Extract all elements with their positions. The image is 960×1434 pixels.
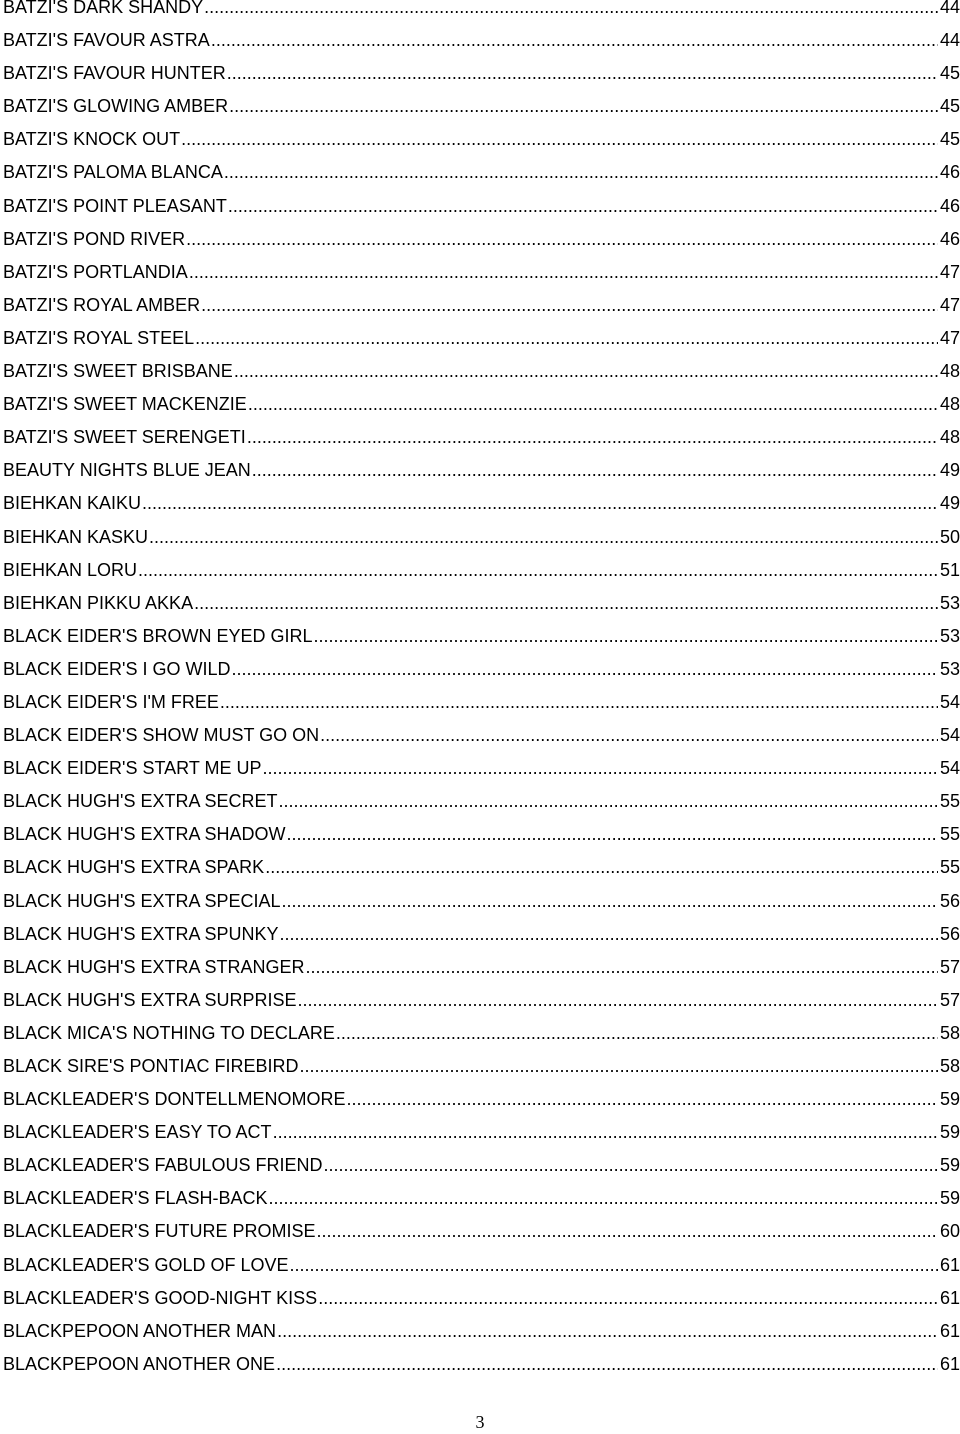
dot-leader [276, 1348, 938, 1381]
toc-entry-name: BLACK EIDER'S I GO WILD [3, 658, 231, 679]
dot-leader [279, 785, 938, 818]
toc-entry-page: 53 [939, 658, 960, 679]
toc-entry-page: 59 [939, 1155, 960, 1176]
toc-entry-name: BIEHKAN KAIKU [3, 493, 142, 514]
toc-entry [3, 1249, 960, 1282]
dot-leader [228, 190, 938, 223]
toc-entry-name: BATZI'S DARK SHANDY [3, 0, 204, 17]
toc-entry-page: 55 [939, 791, 960, 812]
toc-entry-page: 46 [939, 195, 960, 216]
toc-entry-name: BLACK HUGH'S EXTRA SPUNKY [3, 923, 279, 944]
dot-leader [336, 1017, 938, 1050]
toc-entry [3, 719, 960, 752]
toc-entry [3, 1050, 960, 1083]
toc-entry [3, 785, 960, 818]
toc-entry [3, 521, 960, 554]
dot-leader [232, 653, 938, 686]
toc-entry-page: 48 [939, 361, 960, 382]
toc-entry [3, 951, 960, 984]
dot-leader [320, 719, 938, 752]
dot-leader [195, 322, 938, 355]
dot-leader [201, 289, 938, 322]
toc-entry [3, 0, 960, 24]
toc-entry-name: BLACK HUGH'S EXTRA SPECIAL [3, 890, 281, 911]
toc-entry-page: 53 [939, 625, 960, 646]
dot-leader [287, 818, 938, 851]
toc-entry [3, 851, 960, 884]
toc-entry-name: BIEHKAN PIKKU AKKA [3, 592, 194, 613]
dot-leader [142, 487, 938, 520]
toc-entry-page: 55 [939, 824, 960, 845]
toc-entry-name: BATZI'S ROYAL AMBER [3, 294, 201, 315]
toc-entry-page: 54 [939, 725, 960, 746]
toc-entry-name: BATZI'S ROYAL STEEL [3, 327, 195, 348]
toc-entry [3, 1116, 960, 1149]
dot-leader [247, 421, 938, 454]
toc-entry-name: BLACKLEADER'S EASY TO ACT [3, 1122, 272, 1143]
toc-entry-page: 60 [939, 1221, 960, 1242]
toc-entry-name: BLACK HUGH'S EXTRA STRANGER [3, 956, 305, 977]
toc-entry-name: BLACKLEADER'S FUTURE PROMISE [3, 1221, 316, 1242]
toc-entry [3, 686, 960, 719]
toc-entry [3, 554, 960, 587]
toc-entry-page: 48 [939, 394, 960, 415]
toc-entry [3, 653, 960, 686]
toc-entry-page: 53 [939, 592, 960, 613]
toc-entry [3, 421, 960, 454]
dot-leader [227, 57, 938, 90]
toc-entry-name: BIEHKAN KASKU [3, 526, 149, 547]
toc-entry-name: BLACK SIRE'S PONTIAC FIREBIRD [3, 1056, 299, 1076]
toc-entry-name: BLACK HUGH'S EXTRA SHADOW [3, 824, 286, 845]
toc-entry [3, 752, 960, 785]
toc-entry-name: BLACK EIDER'S BROWN EYED GIRL [3, 625, 313, 646]
dot-leader [277, 1315, 938, 1348]
toc-entry-name: BLACK HUGH'S EXTRA SECRET [3, 791, 278, 812]
toc-entry-name: BLACKPEPOON ANOTHER MAN [3, 1320, 277, 1341]
toc-entry-name: BEAUTY NIGHTS BLUE JEAN [3, 460, 251, 481]
dot-leader [317, 1215, 938, 1248]
toc-entry-page: 59 [939, 1188, 960, 1209]
toc-entry [3, 322, 960, 355]
toc-entry-page: 46 [939, 162, 960, 183]
toc-entry [3, 818, 960, 851]
toc-entry-page: 59 [939, 1089, 960, 1110]
toc-entry-page: 47 [939, 327, 960, 348]
dot-leader [269, 1182, 938, 1215]
toc-entry [3, 1017, 960, 1050]
toc-entry-page: 50 [939, 526, 960, 547]
toc-entry-name: BLACK EIDER'S SHOW MUST GO ON [3, 725, 320, 746]
toc-entry-name: BATZI'S POINT PLEASANT [3, 195, 227, 216]
toc-entry-name: BATZI'S SWEET BRISBANE [3, 361, 233, 382]
toc-entry [3, 57, 960, 90]
toc-entry-page: 55 [939, 857, 960, 878]
toc-entry [3, 487, 960, 520]
toc-entry-page: 48 [939, 427, 960, 448]
dot-leader [347, 1083, 938, 1116]
toc-entry-page: 46 [939, 228, 960, 249]
toc-entry [3, 1282, 960, 1315]
dot-leader [204, 0, 938, 24]
toc-entry-page: 61 [939, 1320, 960, 1341]
dot-leader [300, 1050, 938, 1083]
dot-leader [189, 256, 938, 289]
dot-leader [318, 1282, 938, 1315]
toc-entry-name: BLACKLEADER'S GOLD OF LOVE [3, 1254, 289, 1275]
dot-leader [273, 1116, 938, 1149]
dot-leader [282, 885, 938, 918]
toc-entry-name: BLACK HUGH'S EXTRA SPARK [3, 857, 265, 878]
toc-entry [3, 1315, 960, 1348]
dot-leader [252, 454, 938, 487]
dot-leader [211, 24, 938, 57]
toc-entry-name: BATZI'S SWEET SERENGETI [3, 427, 246, 448]
dot-leader [324, 1149, 938, 1182]
toc-entry [3, 885, 960, 918]
toc-entry-page: 45 [939, 129, 960, 150]
toc-entry [3, 1083, 960, 1116]
toc-entry-name: BLACK MICA'S NOTHING TO DECLARE [3, 1022, 335, 1043]
toc-entry-page: 45 [939, 96, 960, 117]
toc-entry-page: 59 [939, 1122, 960, 1143]
toc-entry [3, 1182, 960, 1215]
toc-entry-page: 44 [939, 30, 960, 51]
toc-entry-page: 56 [939, 923, 960, 944]
dot-leader [149, 521, 938, 554]
toc-entry [3, 1149, 960, 1182]
dot-leader [224, 156, 938, 189]
dot-leader [306, 951, 938, 984]
toc-entry-name: BLACKLEADER'S DONTELLMENOMORE [3, 1089, 346, 1110]
toc-entry-name: BLACKLEADER'S GOOD-NIGHT KISS [3, 1287, 318, 1308]
toc-entry [3, 454, 960, 487]
toc-entry-name: BATZI'S POND RIVER [3, 228, 186, 249]
toc-entry-page: 49 [939, 460, 960, 481]
toc-entry-page: 61 [939, 1287, 960, 1308]
toc-entry-name: BLACK EIDER'S I'M FREE [3, 691, 219, 712]
toc-entry [3, 223, 960, 256]
toc-entry [3, 918, 960, 951]
toc-entry-name: BLACKLEADER'S FLASH-BACK [3, 1188, 268, 1209]
toc-entry-page: 57 [939, 989, 960, 1010]
toc-entry-page: 44 [939, 0, 960, 17]
dot-leader [229, 90, 938, 123]
toc-entry [3, 1348, 960, 1381]
toc-entry-page: 51 [939, 559, 960, 580]
toc-entry [3, 156, 960, 189]
page-number: 3 [475, 1412, 485, 1432]
toc-entry-page: 45 [939, 63, 960, 84]
toc-entry-page: 49 [939, 493, 960, 514]
dot-leader [290, 1249, 938, 1282]
toc-entry [3, 587, 960, 620]
toc-entry-name: BATZI'S GLOWING AMBER [3, 96, 229, 117]
toc-entry-page: 58 [939, 1022, 960, 1043]
toc-entry-name: BLACK HUGH'S EXTRA SURPRISE [3, 989, 297, 1010]
toc-entry [3, 123, 960, 156]
toc-entry-page: 56 [939, 890, 960, 911]
toc-entry-page: 54 [939, 758, 960, 779]
toc-entry [3, 256, 960, 289]
toc-entry-page: 61 [939, 1254, 960, 1275]
toc-entry-page: 54 [939, 691, 960, 712]
dot-leader [138, 554, 938, 587]
toc-entry-page: 58 [939, 1056, 960, 1076]
toc-entry [3, 355, 960, 388]
dot-leader [220, 686, 938, 719]
toc-entry-name: BLACK EIDER'S START ME UP [3, 758, 262, 779]
toc-entry [3, 190, 960, 223]
dot-leader [263, 752, 938, 785]
dot-leader [181, 123, 938, 156]
table-of-contents [3, 0, 960, 1381]
toc-entry [3, 289, 960, 322]
dot-leader [186, 223, 938, 256]
toc-entry-name: BATZI'S PORTLANDIA [3, 261, 188, 282]
dot-leader [194, 587, 938, 620]
toc-entry-name: BATZI'S FAVOUR HUNTER [3, 63, 226, 84]
dot-leader [248, 388, 938, 421]
toc-entry [3, 620, 960, 653]
toc-entry [3, 24, 960, 57]
toc-entry [3, 984, 960, 1017]
toc-entry-page: 57 [939, 956, 960, 977]
toc-entry-page: 61 [939, 1353, 960, 1374]
toc-entry-name: BATZI'S PALOMA BLANCA [3, 162, 223, 183]
dot-leader [314, 620, 938, 653]
dot-leader [234, 355, 938, 388]
toc-entry-name: BLACKPEPOON ANOTHER ONE [3, 1353, 276, 1374]
toc-entry-name: BLACKLEADER'S FABULOUS FRIEND [3, 1155, 323, 1176]
dot-leader [280, 918, 938, 951]
toc-entry-page: 47 [939, 294, 960, 315]
toc-entry-name: BATZI'S FAVOUR ASTRA [3, 30, 210, 51]
toc-entry-name: BIEHKAN LORU [3, 559, 138, 580]
toc-entry-name: BATZI'S SWEET MACKENZIE [3, 394, 247, 415]
toc-entry [3, 1215, 960, 1248]
toc-entry [3, 90, 960, 123]
toc-entry-page: 47 [939, 261, 960, 282]
toc-entry-name: BATZI'S KNOCK OUT [3, 129, 181, 150]
dot-leader [265, 851, 938, 884]
dot-leader [298, 984, 938, 1017]
toc-entry [3, 388, 960, 421]
